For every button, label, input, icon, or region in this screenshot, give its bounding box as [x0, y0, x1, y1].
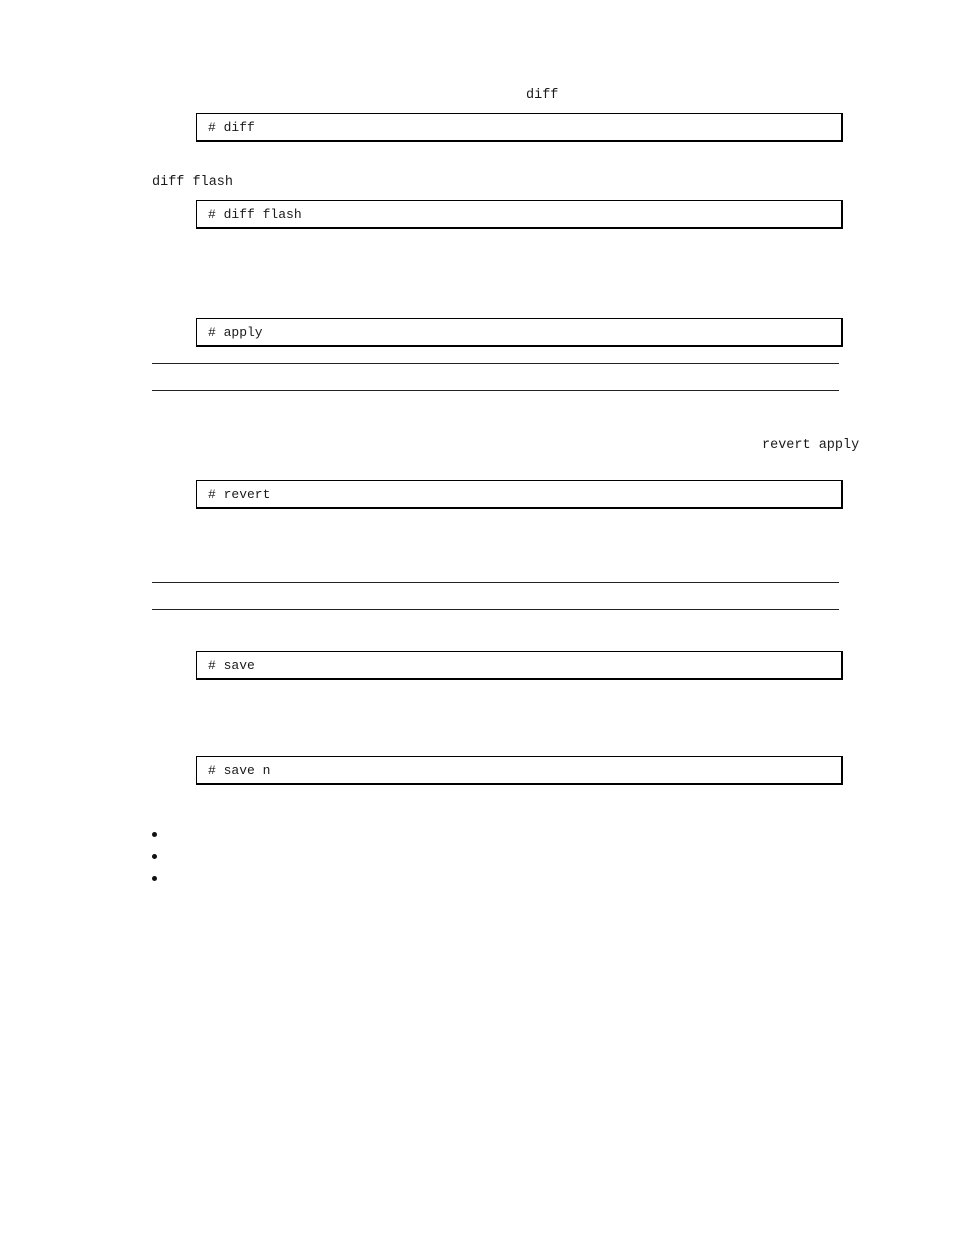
inline-code-diff: diff: [526, 88, 559, 103]
code-text: # diff: [208, 120, 255, 135]
code-text: # apply: [208, 325, 263, 340]
inline-code-diff-flash: diff flash: [152, 175, 234, 190]
code-block-diff-flash: [196, 200, 843, 229]
code-block-save-n: [196, 756, 843, 785]
bullet-point: [152, 854, 157, 859]
code-block-save: [196, 651, 843, 680]
table-rule-top: [152, 363, 839, 364]
code-block-revert: [196, 480, 843, 509]
table-rule-bottom: [152, 390, 839, 391]
table-rule-top: [152, 582, 839, 583]
code-text: # save: [208, 658, 255, 673]
inline-code-revert-apply: revert apply: [762, 438, 860, 453]
code-block-apply: [196, 318, 843, 347]
code-text: # revert: [208, 487, 271, 502]
table-rule-bottom: [152, 609, 839, 610]
code-block-diff: [196, 113, 843, 142]
bullet-point: [152, 876, 157, 881]
code-text: # save n: [208, 763, 271, 778]
code-text: # diff flash: [208, 207, 302, 222]
bullet-point: [152, 832, 157, 837]
